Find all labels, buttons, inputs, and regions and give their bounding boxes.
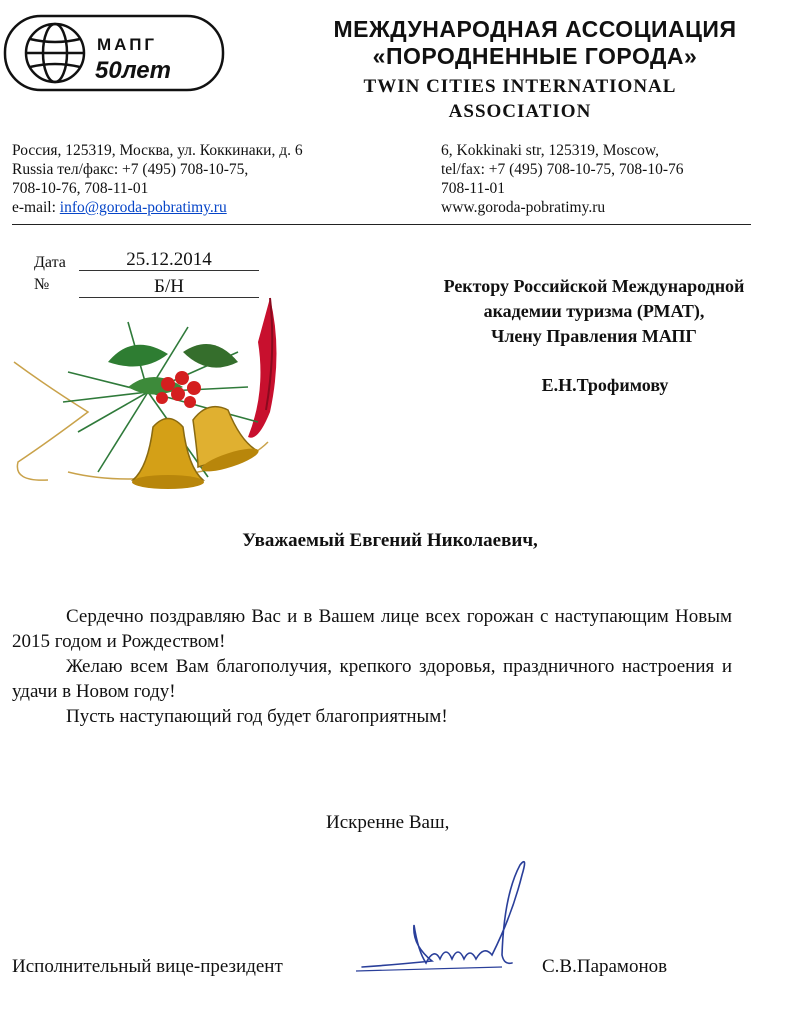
signer-name: С.В.Парамонов bbox=[542, 956, 668, 977]
association-logo bbox=[3, 14, 225, 92]
paragraph: Желаю всем Вам благополучия, крепкого здоровья, праздничного настроения и удачи в Новом году! bbox=[12, 656, 732, 702]
number-value: Б/Н bbox=[79, 277, 259, 298]
closing: Искренне Ваш, bbox=[326, 812, 450, 833]
header-title-en: TWIN CITIES INTERNATIONAL ASSOCIATION bbox=[363, 76, 677, 122]
logo-years: 50лет bbox=[95, 57, 171, 84]
paragraph: Пусть наступающий год будет благоприятным! bbox=[66, 706, 448, 727]
recipient-name: Е.Н.Трофимову bbox=[541, 375, 669, 395]
website-text: www.goroda-pobratimy.ru bbox=[441, 199, 606, 216]
logo-abbr: МАПГ bbox=[97, 35, 158, 54]
addressee-block: Ректору Российской Международной академии туризма (РМАТ), Члену Правления МАПГ bbox=[443, 276, 745, 346]
email-link[interactable]: info@goroda-pobratimy.ru bbox=[59, 199, 227, 216]
christmas-bells-decoration bbox=[8, 292, 298, 502]
signer-position: Исполнительный вице-президент bbox=[12, 956, 283, 977]
number-label: № bbox=[34, 276, 50, 293]
paragraph: Сердечно поздравляю Вас и в Вашем лице всех горожан с наступающим Новым 2015 годом и Рождеством! bbox=[12, 606, 732, 652]
date-value: 25.12.2014 bbox=[79, 250, 259, 271]
handwritten-signature bbox=[352, 855, 552, 985]
date-label: Дата bbox=[34, 254, 66, 271]
letter-body bbox=[12, 604, 732, 729]
address-ru: Россия, 125319, Москва, ул. Коккинаки, д. 6 Russia тел/факс: +7 (495) 708-10-75, 708-10-76, 708-11-01 e-mail: info@goroda-pobratimy.ru bbox=[12, 142, 303, 216]
globe-icon bbox=[26, 24, 84, 82]
address-en: 6, Kokkinaki str, 125319, Moscow, tel/fax: +7 (495) 708-10-75, 708-10-76 708-11-01 www.goroda-pobratimy.ru bbox=[441, 142, 684, 216]
header-title-ru: МЕЖДУНАРОДНАЯ АССОЦИАЦИЯ «ПОРОДНЕННЫЕ ГОРОДА» bbox=[333, 16, 737, 69]
header-divider bbox=[12, 224, 751, 225]
salutation: Уважаемый Евгений Николаевич, bbox=[242, 530, 538, 551]
